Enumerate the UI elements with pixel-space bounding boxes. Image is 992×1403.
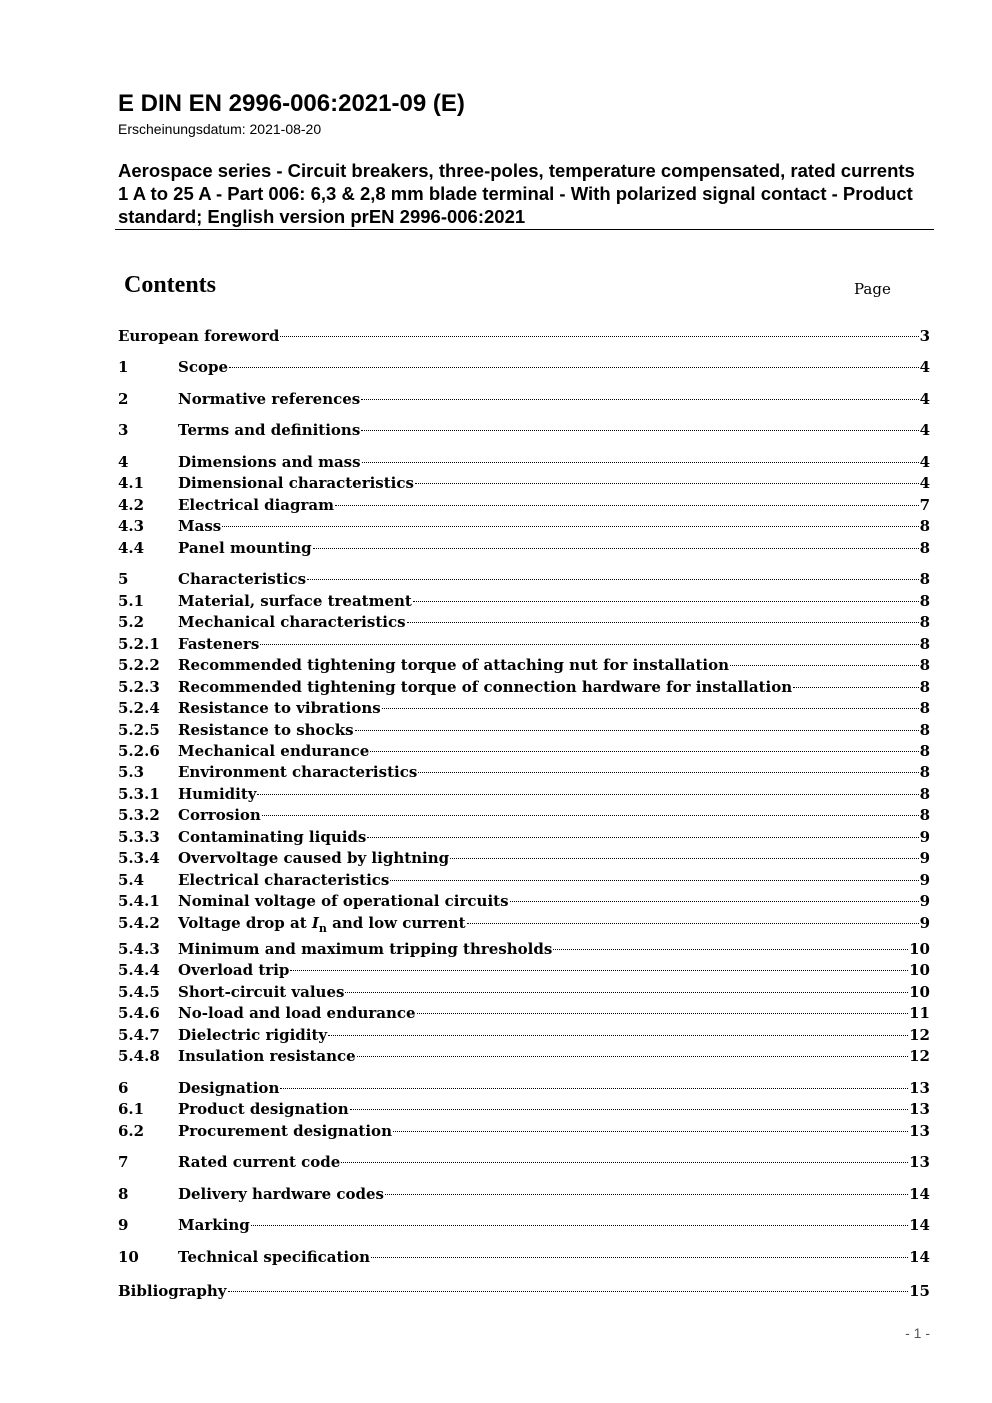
toc-entry-5-3-4[interactable] [118,848,930,868]
toc-entry-5-3-1[interactable] [118,784,930,804]
toc-entry-page: 9 [919,914,930,932]
toc-entry-number: 2 [118,390,129,408]
toc-entry-number: 5.4 [118,871,145,889]
toc-entry-title: Scope [178,358,229,376]
toc-entry-page: 13 [909,1079,930,1097]
footer-page-number: - 1 - [905,1325,930,1341]
toc-dot-leader [407,622,919,623]
toc-entry-page: 4 [919,453,930,471]
toc-dot-leader [228,1291,909,1292]
toc-entry-5-4-3[interactable] [118,939,930,959]
toc-entry-number: 6 [118,1079,129,1097]
toc-entry-number: 5.4.3 [118,940,160,958]
toc-dot-leader [229,367,919,368]
toc-entry-title: Overload trip [178,961,290,979]
toc-entry-page: 8 [919,656,930,674]
toc-dot-leader [418,772,918,773]
toc-entry-title: Environment characteristics [178,763,418,781]
toc-entry-page: 8 [919,763,930,781]
rated-current-subscript: n [318,922,327,935]
toc-dot-leader [415,483,919,484]
toc-entry-number: 5.2.3 [118,678,160,696]
toc-entry-8[interactable] [118,1184,930,1204]
toc-title-suffix: and low current [326,914,466,932]
toc-entry-6[interactable] [118,1078,930,1098]
rated-current-symbol: I [311,914,319,932]
toc-entry-number: 6.1 [118,1100,145,1118]
toc-entry-number: 1 [118,358,129,376]
toc-entry-5-1[interactable] [118,591,930,611]
toc-entry-title: Electrical characteristics [178,871,390,889]
toc-entry-number: 5.2.6 [118,742,160,760]
toc-entry-title: Dimensional characteristics [178,474,414,492]
toc-dot-leader [367,837,918,838]
toc-entry-5-3-2[interactable] [118,805,930,825]
toc-entry-number: 8 [118,1185,129,1203]
toc-entry-title: Recommended tightening torque of attaching nut for installation [178,656,730,674]
toc-entry-page: 9 [919,871,930,889]
toc-dot-leader [370,751,918,752]
toc-entry-page: 4 [919,390,930,408]
toc-entry-5-4-1[interactable] [118,891,930,911]
toc-entry-6-1[interactable] [118,1099,930,1119]
toc-entry-5-4-6[interactable] [118,1003,930,1023]
toc-entry-european-foreword[interactable] [118,326,930,346]
toc-entry-title: Material, surface treatment [178,592,412,610]
toc-dot-leader [335,505,919,506]
toc-entry-number: 5.4.8 [118,1047,160,1065]
toc-entry-page: 8 [919,570,930,588]
toc-entry-bibliography[interactable] [118,1281,930,1301]
toc-entry-page: 8 [919,785,930,803]
toc-entry-title: Panel mounting [178,539,312,557]
toc-entry-page: 8 [919,806,930,824]
toc-entry-number: 5.1 [118,592,145,610]
toc-entry-5-3[interactable] [118,762,930,782]
toc-entry-title: Minimum and maximum tripping thresholds [178,940,553,958]
toc-entry-5-4-7[interactable] [118,1025,930,1045]
toc-dot-leader [313,548,919,549]
toc-entry-title: Dimensions and mass [178,453,361,471]
page-column-label: Page [854,280,891,298]
toc-entry-number: 5.2.2 [118,656,160,674]
toc-dot-leader [307,579,919,580]
toc-entry-page: 14 [909,1185,930,1203]
toc-entry-page: 10 [909,940,930,958]
toc-entry-title: Fasteners [178,635,260,653]
toc-entry-title: Short-circuit values [178,983,345,1001]
toc-entry-4-1[interactable] [118,473,930,493]
toc-entry-page: 4 [919,474,930,492]
toc-entry-number: 3 [118,421,129,439]
toc-dot-leader [341,1162,908,1163]
toc-entry-number: 5.2.4 [118,699,160,717]
toc-entry-title: Contaminating liquids [178,828,367,846]
toc-entry-number: 7 [118,1153,129,1171]
toc-entry-title: Mechanical characteristics [178,613,406,631]
toc-entry-number: 5.4.5 [118,983,160,1001]
toc-entry-9[interactable] [118,1215,930,1235]
toc-dot-leader [382,708,919,709]
toc-entry-5-2-2[interactable] [118,655,930,675]
toc-entry-5-4-2[interactable] [118,913,930,933]
toc-entry-number: 5.4.1 [118,892,160,910]
toc-entry-title: Normative references [178,390,361,408]
toc-entry-page: 8 [919,635,930,653]
toc-entry-page: 8 [919,539,930,557]
toc-entry-page: 8 [919,678,930,696]
toc-entry-title: Terms and definitions [178,421,361,439]
toc-entry-page: 13 [909,1153,930,1171]
toc-dot-leader [280,336,918,337]
toc-dot-leader [510,901,919,902]
toc-entry-number: 9 [118,1216,129,1234]
toc-entry-title: Product designation [178,1100,349,1118]
toc-dot-leader [413,601,919,602]
toc-entry-2[interactable] [118,389,930,409]
toc-entry-page: 13 [909,1100,930,1118]
toc-dot-leader [390,880,918,881]
toc-entry-title: European foreword [118,327,280,345]
toc-entry-title: Designation [178,1079,280,1097]
toc-entry-page: 7 [919,496,930,514]
toc-entry-page: 8 [919,699,930,717]
toc-dot-leader [251,1225,908,1226]
toc-dot-leader [362,462,919,463]
toc-entry-number: 5.3.2 [118,806,160,824]
toc-dot-leader [355,730,919,731]
toc-dot-leader [328,1035,908,1036]
toc-entry-5-4-5[interactable] [118,982,930,1002]
toc-entry-4-4[interactable] [118,538,930,558]
toc-entry-5-2-4[interactable] [118,698,930,718]
toc-entry-1[interactable] [118,357,930,377]
toc-entry-page: 12 [909,1026,930,1044]
toc-dot-leader [260,644,918,645]
toc-entry-number: 5.4.4 [118,961,160,979]
toc-entry-number: 5.2 [118,613,145,631]
toc-entry-page: 15 [909,1282,930,1300]
toc-entry-title: Mass [178,517,222,535]
toc-entry-5-2-5[interactable] [118,720,930,740]
toc-entry-number: 5.3.3 [118,828,160,846]
publication-date: Erscheinungsdatum: 2021-08-20 [118,121,322,137]
toc-entry-5-4[interactable] [118,870,930,890]
toc-entry-title: Mechanical endurance [178,742,370,760]
toc-dot-leader [361,399,918,400]
toc-entry-title: Characteristics [178,570,307,588]
toc-entry-4-3[interactable] [118,516,930,536]
toc-entry-page: 8 [919,613,930,631]
toc-entry-5-2-1[interactable] [118,634,930,654]
toc-entry-5-4-8[interactable] [118,1046,930,1066]
toc-dot-leader [793,687,918,688]
toc-title-prefix: Voltage drop at [178,914,312,932]
toc-entry-5-2-3[interactable] [118,677,930,697]
toc-entry-page: 8 [919,592,930,610]
toc-dot-leader [371,1257,908,1258]
toc-entry-number: 4.1 [118,474,145,492]
toc-entry-5[interactable] [118,569,930,589]
toc-entry-page: 8 [919,721,930,739]
toc-dot-leader [280,1088,908,1089]
document-id: E DIN EN 2996-006:2021-09 (E) [118,90,465,117]
toc-entry-5-4-4[interactable] [118,960,930,980]
toc-entry-3[interactable] [118,420,930,440]
toc-entry-page: 8 [919,742,930,760]
toc-entry-page: 12 [909,1047,930,1065]
toc-entry-title: Technical specification [178,1248,371,1266]
toc-entry-page: 13 [909,1122,930,1140]
toc-dot-leader [262,815,919,816]
toc-entry-number: 5.4.6 [118,1004,160,1022]
toc-entry-title: Resistance to shocks [178,721,354,739]
toc-dot-leader [357,1056,908,1057]
toc-entry-6-2[interactable] [118,1121,930,1141]
toc-entry-title: Insulation resistance [178,1047,356,1065]
toc-entry-title: Dielectric rigidity [178,1026,328,1044]
toc-entry-page: 9 [919,892,930,910]
toc-entry-number: 4 [118,453,129,471]
toc-entry-page: 14 [909,1216,930,1234]
toc-entry-title: Bibliography [118,1282,227,1300]
toc-dot-leader [450,858,918,859]
toc-entry-title: Nominal voltage of operational circuits [178,892,509,910]
toc-entry-number: 5.3.1 [118,785,160,803]
toc-dot-leader [553,949,908,950]
toc-entry-7[interactable] [118,1152,930,1172]
toc-entry-title: Delivery hardware codes [178,1185,384,1203]
toc-dot-leader [730,665,919,666]
toc-entry-page: 9 [919,849,930,867]
toc-entry-page: 11 [909,1004,930,1022]
toc-entry-number: 4.3 [118,517,145,535]
toc-dot-leader [290,970,908,971]
toc-entry-number: 5.4.2 [118,914,160,932]
toc-entry-5-2[interactable] [118,612,930,632]
toc-entry-page: 10 [909,983,930,1001]
toc-dot-leader [222,526,918,527]
toc-entry-title: Humidity [178,785,257,803]
toc-entry-number: 4.2 [118,496,145,514]
toc-entry-title [178,913,466,933]
toc-entry-page: 10 [909,961,930,979]
toc-dot-leader [417,1013,909,1014]
document-title: Aerospace series - Circuit breakers, three-poles, temperature compensated, rated currents 1 A to 25 A - Part 006: 6,3 & 2,8 mm blade terminal - With polarized signal contact - Product standard; English version prEN 2996-006:2021 [118,160,915,227]
toc-entry-title: Corrosion [178,806,261,824]
toc-entry-title: Overvoltage caused by lightning [178,849,450,867]
toc-entry-number: 10 [118,1248,139,1266]
toc-entry-title: Recommended tightening torque of connection hardware for installation [178,678,793,696]
toc-entry-10[interactable] [118,1247,930,1267]
toc-entry-page: 4 [919,358,930,376]
toc-dot-leader [345,992,908,993]
contents-heading: Contents [124,272,217,298]
toc-entry-number: 5.4.7 [118,1026,160,1044]
toc-entry-number: 5.2.5 [118,721,160,739]
toc-entry-title: Procurement designation [178,1122,392,1140]
toc-entry-4-2[interactable] [118,495,930,515]
toc-entry-title: Rated current code [178,1153,341,1171]
toc-dot-leader [467,923,919,924]
toc-entry-page: 3 [919,327,930,345]
toc-entry-number: 5 [118,570,129,588]
toc-entry-page: 14 [909,1248,930,1266]
toc-entry-title: Marking [178,1216,250,1234]
toc-entry-page: 4 [919,421,930,439]
toc-entry-title: Electrical diagram [178,496,334,514]
toc-entry-number: 4.4 [118,539,145,557]
toc-entry-number: 5.3.4 [118,849,160,867]
toc-entry-page: 9 [919,828,930,846]
toc-dot-leader [393,1131,908,1132]
toc-dot-leader [257,794,918,795]
toc-entry-number: 5.3 [118,763,145,781]
toc-entry-title: No-load and load endurance [178,1004,416,1022]
toc-entry-4[interactable] [118,452,930,472]
toc-entry-number: 6.2 [118,1122,145,1140]
toc-dot-leader [361,430,918,431]
toc-dot-leader [350,1109,908,1110]
toc-entry-number: 5.2.1 [118,635,160,653]
toc-entry-5-2-6[interactable] [118,741,930,761]
toc-entry-page: 8 [919,517,930,535]
toc-dot-leader [385,1194,908,1195]
toc-entry-5-3-3[interactable] [118,827,930,847]
toc-entry-title: Resistance to vibrations [178,699,381,717]
